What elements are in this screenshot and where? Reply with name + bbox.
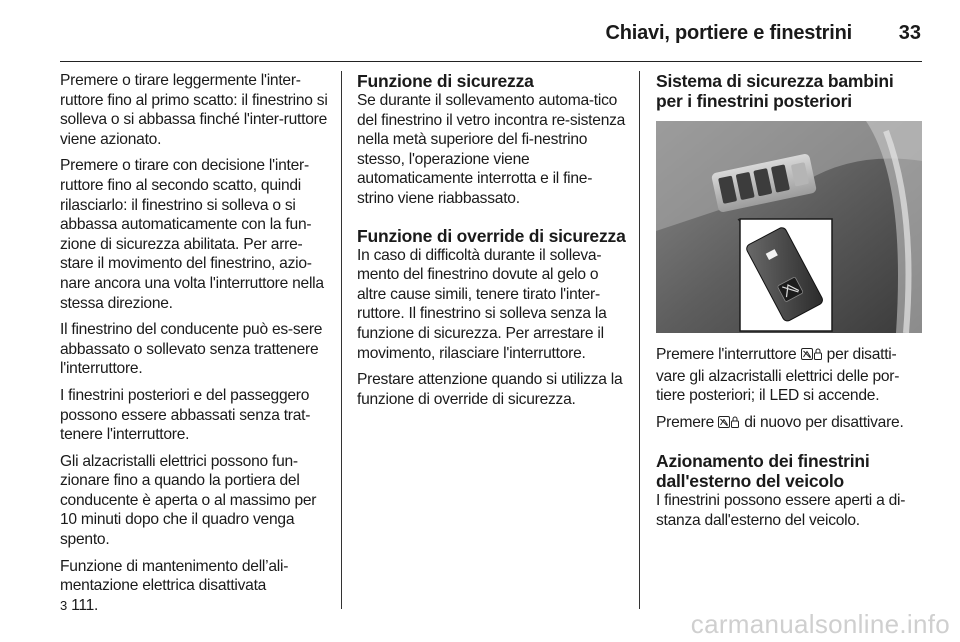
section-heading: Azionamento dei finestrini dall'esterno del veicolo	[656, 451, 870, 492]
column-1	[60, 71, 328, 622]
child-lock-icon	[718, 415, 740, 435]
watermark: carmanualsonline.info	[690, 609, 950, 639]
paragraph: I finestrini possono essere aperti a di-stanza dall'esterno del veicolo.	[656, 492, 906, 529]
page-reference-icon: 3	[60, 597, 67, 613]
paragraph: I finestrini posteriori e del passeggero possono essere abbassati senza trat-tenere l'interruttore.	[60, 386, 311, 444]
paragraph: Premere o tirare leggermente l'inter-ruttore fino al primo scatto: il finestrino si solleva o si abbassa finché l'inter-ruttore viene azionato.	[60, 72, 328, 148]
paragraph-text: Funzione di mantenimento dell’ali-mentazione elettrica disattivata	[60, 557, 289, 595]
section-heading: Funzione di override di sicurezza	[357, 225, 626, 246]
section-heading: Sistema di sicurezza bambini per i finestrini posteriori	[656, 71, 894, 111]
child-lock-icon	[801, 347, 823, 367]
page-number: 33	[898, 22, 921, 44]
column-divider	[639, 71, 640, 609]
page-title: Chiavi, portiere e finestrini	[605, 22, 852, 44]
section-heading: Funzione di sicurezza	[357, 71, 534, 91]
column-2	[357, 71, 627, 416]
column-3	[656, 71, 922, 538]
door-switch-photo	[656, 121, 922, 333]
page-header	[60, 14, 922, 62]
column-divider	[341, 71, 342, 609]
paragraph: Premere di nuovo per disattivare.	[656, 413, 922, 435]
paragraph: Prestare attenzione quando si utilizza la funzione di override di sicurezza.	[357, 371, 623, 408]
paragraph: Gli alzacristalli elettrici possono fun-zionare fino a quando la portiera del conducente è aperta o al massimo per 10 minuti dopo che il quadro venga spento.	[60, 452, 317, 549]
paragraph: Premere l'interruttore per disatti-vare gli alzacristalli elettrici delle por-tiere posteriori; il LED si accende.	[656, 346, 900, 405]
page-reference-link[interactable]: 111.	[71, 596, 99, 614]
paragraph: Se durante il sollevamento automa-tico del finestrino il vetro incontra re-sistenza nella metà superiore del fi-nestrino stesso, l'operazione viene automaticamente interrotta e il fine-strino viene riabbassato.	[357, 92, 626, 207]
paragraph: Il finestrino del conducente può es-sere abbassato o sollevato senza trattenere l'interruttore.	[60, 321, 323, 378]
paragraph: Premere o tirare con decisione l'inter-ruttore fino al secondo scatto, quindi rilasciarlo: il finestrino si solleva o si abbassa automaticamente con la fun-zione di sicurezza abilitata. Per arre-stare il movimento del finestrino, azio-nare ancora una volta l'interruttore nella stessa direzione.	[60, 157, 324, 312]
paragraph: In caso di difficoltà durante il solleva-mento del finestrino dovute al gelo o altre cause simili, tenere tirato l'inter-ruttore. Il finestrino si solleva senza la funzione di sicurezza. Per arrestare il movimento, rilasciare l'interruttore.	[357, 246, 607, 362]
paragraph	[60, 557, 328, 616]
